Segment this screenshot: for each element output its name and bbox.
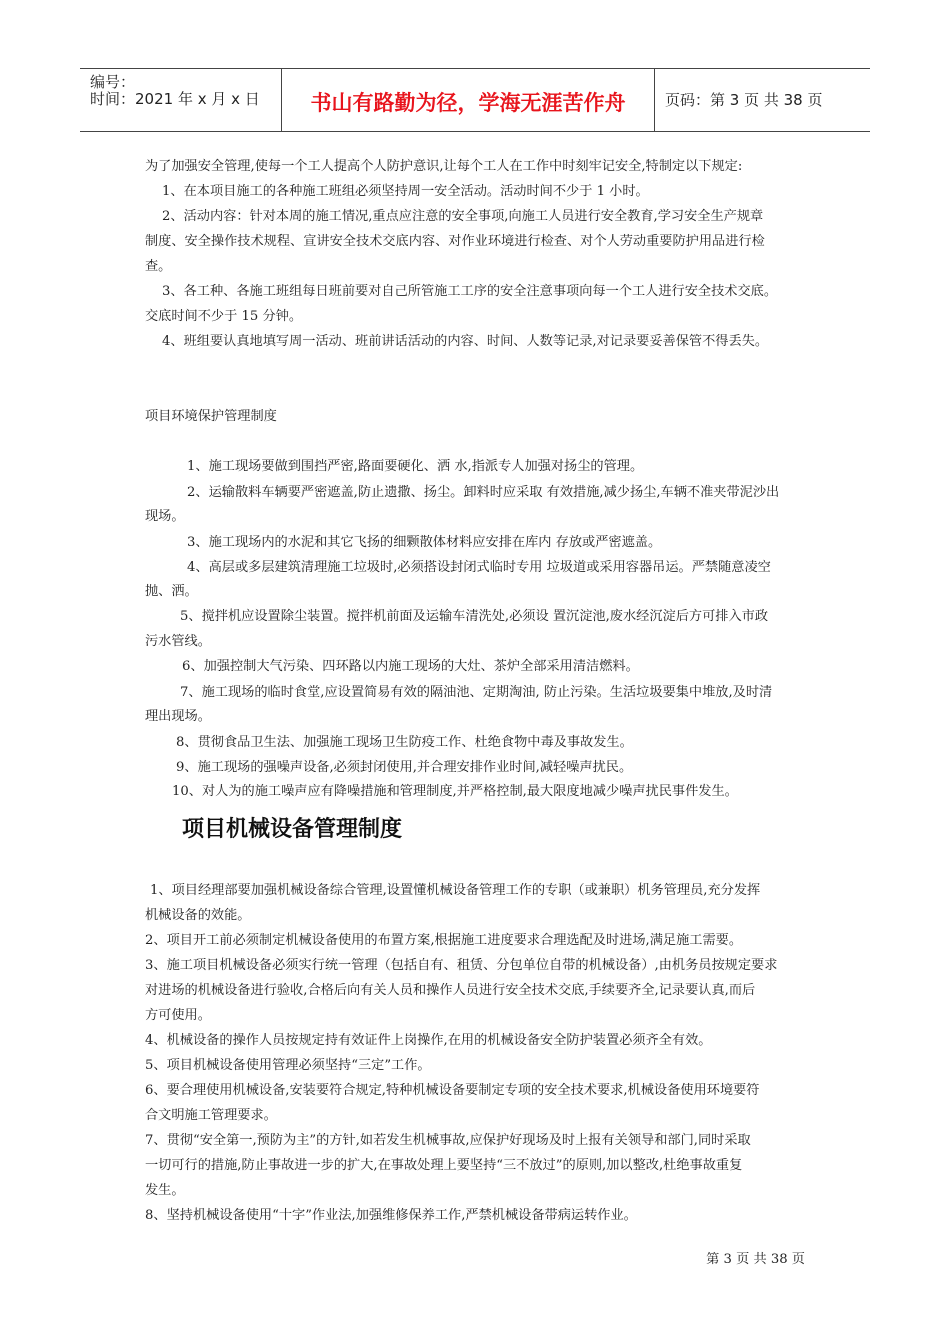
header-motto: 书山有路勤为径，学海无涯苦作舟 bbox=[310, 91, 626, 115]
machine-item-7-line-2: 一切可行的措施,防止事故进一步的扩大,在事故处理上要坚持“三不放过”的原则,加以整改,杜绝事故重复 bbox=[145, 1158, 743, 1173]
document-number-label: 编号： bbox=[90, 73, 136, 91]
machine-item-6-line-2: 合文明施工管理要求。 bbox=[145, 1108, 277, 1123]
env-item-3-line-1: 3、施工现场内的水泥和其它飞扬的细颗散体材料应安排在库内 存放或严密遮盖。 bbox=[187, 535, 662, 550]
env-item-4-line-1: 4、高层或多层建筑清理施工垃圾时,必须搭设封闭式临时专用 垃圾道或采用容器吊运。严禁随意凌空 bbox=[187, 560, 771, 575]
machine-item-6-line-1: 6、要合理使用机械设备,安装要符合规定,特种机械设备要制定专项的安全技术要求,机械设备使用环境要符 bbox=[145, 1083, 760, 1098]
machine-item-2-line-1: 2、项目开工前必须制定机械设备使用的布置方案,根据施工进度要求合理选配及时进场,满足施工需要。 bbox=[145, 933, 743, 948]
env-item-1-line-1: 1、施工现场要做到围挡严密,路面要硬化、洒 水,指派专人加强对扬尘的管理。 bbox=[187, 459, 644, 474]
env-item-4-line-2: 抛、洒。 bbox=[145, 584, 198, 599]
document-date-label: 时间：2021 年 x 月 x 日 bbox=[90, 90, 260, 108]
machine-item-8-line-1: 8、坚持机械设备使用“十字”作业法,加强维修保养工作,严禁机械设备带病运转作业。 bbox=[145, 1208, 637, 1223]
env-item-2-line-2: 现场。 bbox=[145, 509, 185, 524]
env-item-6-line-1: 6、加强控制大气污染、四环路以内施工现场的大灶、茶炉全部采用清洁燃料。 bbox=[182, 659, 639, 674]
machinery-section-title: 项目机械设备管理制度 bbox=[182, 817, 403, 842]
header-motto-cell bbox=[282, 69, 655, 131]
safety-item-2-line-1: 2、活动内容：针对本周的施工情况,重点应注意的安全事项,向施工人员进行安全教育,学习安全生产规章 bbox=[162, 209, 764, 224]
safety-item-3-line-2: 交底时间不少于 15 分钟。 bbox=[145, 309, 303, 324]
machine-item-7-line-1: 7、贯彻“安全第一,预防为主”的方针,如若发生机械事故,应保护好现场及时上报有关领导和部门,同时采取 bbox=[145, 1133, 751, 1148]
safety-item-2-line-3: 查。 bbox=[145, 259, 172, 274]
environment-section-title: 项目环境保护管理制度 bbox=[145, 409, 277, 424]
machine-item-4-line-1: 4、机械设备的操作人员按规定持有效证件上岗操作,在用的机械设备安全防护装置必须齐全有效。 bbox=[145, 1033, 712, 1048]
header-page-number: 页码：第 3 页 共 38 页 bbox=[665, 91, 823, 109]
machine-item-3-line-2: 对进场的机械设备进行验收,合格后向有关人员和操作人员进行安全技术交底,手续要齐全,记录要认真,而后 bbox=[145, 983, 756, 998]
page-footer: 第 3 页 共 38 页 bbox=[706, 1252, 805, 1267]
env-item-2-line-1: 2、运输散料车辆要严密遮盖,防止遗撒、扬尘。卸料时应采取 有效措施,减少扬尘,车辆不准夹带泥沙出 bbox=[187, 485, 780, 500]
machine-item-5-line-1: 5、项目机械设备使用管理必须坚持“三定”工作。 bbox=[145, 1058, 431, 1073]
safety-item-1-line-1: 1、在本项目施工的各种施工班组必须坚持周一安全活动。活动时间不少于 1 小时。 bbox=[162, 184, 649, 199]
machine-item-1-line-2: 机械设备的效能。 bbox=[145, 908, 251, 923]
machine-item-7-line-3: 发生。 bbox=[145, 1183, 185, 1198]
machine-item-1-line-1: 1、项目经理部要加强机械设备综合管理,设置懂机械设备管理工作的专职（或兼职）机务管理员,充分发挥 bbox=[150, 883, 761, 898]
machine-item-3-line-1: 3、施工项目机械设备必须实行统一管理（包括自有、租赁、分包单位自带的机械设备）,由机务员按规定要求 bbox=[145, 958, 778, 973]
safety-intro: 为了加强安全管理,使每一个工人提高个人防护意识,让每个工人在工作中时刻牢记安全,特制定以下规定: bbox=[145, 159, 743, 174]
safety-item-2-line-2: 制度、安全操作技术规程、宣讲安全技术交底内容、对作业环境进行检查、对个人劳动重要防护用品进行检 bbox=[145, 234, 765, 249]
env-item-7-line-1: 7、施工现场的临时食堂,应设置简易有效的隔油池、定期淘油, 防止污染。生活垃圾要集中堆放,及时清 bbox=[180, 685, 773, 700]
env-item-5-line-1: 5、搅拌机应设置除尘装置。搅拌机前面及运输车清洗处,必须设 置沉淀池,废水经沉淀后方可排入市政 bbox=[180, 609, 769, 624]
safety-item-3-line-1: 3、各工种、各施工班组每日班前要对自己所管施工工序的安全注意事项向每一个工人进行安全技术交底。 bbox=[162, 284, 778, 299]
header-page-cell bbox=[655, 69, 870, 131]
safety-item-4-line-1: 4、班组要认真地填写周一活动、班前讲话活动的内容、时间、人数等记录,对记录要妥善保管不得丢失。 bbox=[162, 334, 769, 349]
env-item-7-line-2: 理出现场。 bbox=[145, 709, 211, 724]
env-item-5-line-2: 污水管线。 bbox=[145, 634, 211, 649]
header-meta-cell bbox=[80, 69, 282, 131]
page-header bbox=[80, 68, 870, 132]
env-item-9-line-1: 9、施工现场的强噪声设备,必须封闭使用,并合理安排作业时间,减轻噪声扰民。 bbox=[176, 760, 633, 775]
env-item-10-line-1: 10、对人为的施工噪声应有降噪措施和管理制度,并严格控制,最大限度地减少噪声扰民事件发生。 bbox=[172, 784, 738, 799]
machine-item-3-line-3: 方可使用。 bbox=[145, 1008, 211, 1023]
env-item-8-line-1: 8、贯彻食品卫生法、加强施工现场卫生防疫工作、杜绝食物中毒及事故发生。 bbox=[176, 735, 633, 750]
